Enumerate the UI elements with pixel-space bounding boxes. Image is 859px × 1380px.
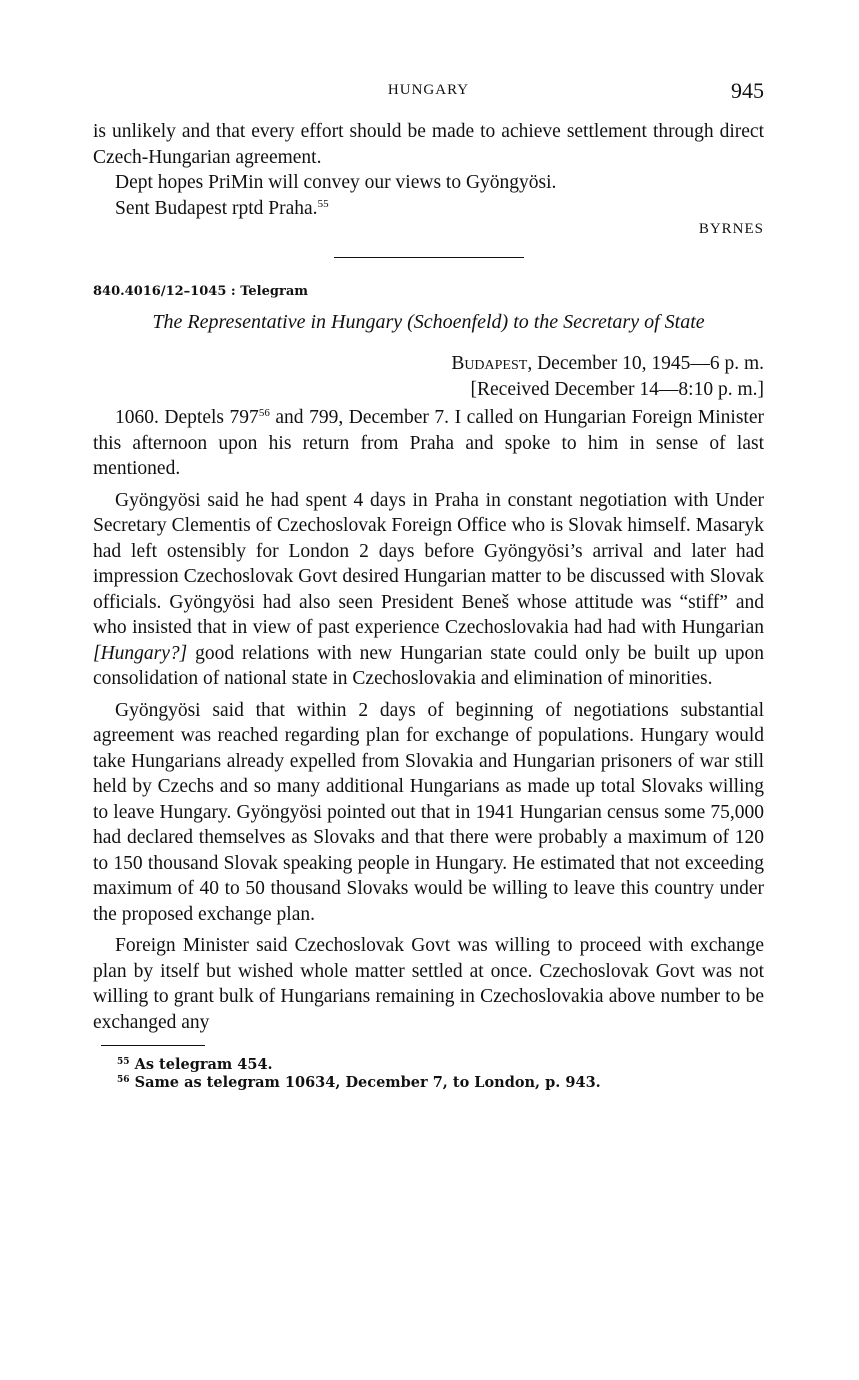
date: , December 10, 1945—6 p. m. xyxy=(527,353,764,374)
signature: BYRNES xyxy=(698,221,764,237)
document-title: The Representative in Hungary (Schoenfeld) to the Secretary of State xyxy=(152,311,705,333)
page-number: 945 xyxy=(731,78,764,103)
footnote-divider xyxy=(101,1045,205,1046)
footnote-marker: 56 xyxy=(258,407,270,419)
footnote-item: $^{55}$ As telegram 454. xyxy=(117,1056,273,1073)
prev-doc-paragraph: Dept hopes PriMin will convey our views to Gyöngyösi. xyxy=(115,172,557,193)
section-divider xyxy=(334,257,524,258)
body-paragraph: Foreign Minister said Czechoslovak Govt was willing to proceed with exchange plan by itself but wished whole matter settled at once. Czechoslovak Govt was not willing to grant bulk of Hungarians remaining in Czechoslovakia above number to be exchanged any xyxy=(93,935,764,1033)
prev-doc-paragraph: is unlikely and that every effort should be made to achieve settlement through direct Czech-Hungarian agreement. xyxy=(93,121,764,168)
place: Budapest xyxy=(451,353,528,374)
document-page xyxy=(93,78,764,1092)
footnotes xyxy=(117,1056,764,1092)
file-reference: 840.4016/12–1045 : Telegram xyxy=(93,284,308,299)
running-header xyxy=(93,78,764,106)
footnote-marker: 55 xyxy=(317,197,329,210)
prev-doc-paragraph: Sent Budapest rptd Praha.$^{55}$ xyxy=(115,197,329,219)
body-paragraph: 1060. Deptels $797^{56}$ and 799, December 7. I called on Hungarian Foreign Minister this afternoon upon his return from Praha and spoke to him in sense of last mentioned. xyxy=(93,407,764,479)
received-line: [Received December 14—8:10 p. m.] xyxy=(470,379,764,400)
running-title: HUNGARY xyxy=(387,82,470,98)
footnote-item: $^{56}$ Same as telegram 10634, December 7, to London, p. 943. xyxy=(117,1074,601,1091)
body-paragraph: Gyöngyösi said that within 2 days of beginning of negotiations substantial agreement was reached regarding plan for exchange of populations. Hungary would take Hungarians already expelled from Slovakia and Hungarian prisoners of war still held by Czechs and so many additional Hungarians as made up total Slovaks willing to leave Hungary. Gyöngyösi pointed out that in 1941 Hungarian census some 75,000 had declared themselves as Slovaks and that there were probably a maximum of 120 to 150 thousand Slovak speaking people in Hungary. He estimated that not exceeding maximum of 40 to 50 thousand Slovaks would be willing to leave this country under the proposed exchange plan. xyxy=(93,699,764,925)
dateline xyxy=(93,351,764,403)
body-paragraph: Gyöngyösi said he had spent 4 days in Praha in constant negotiation with Under Secretary Clementis of Czechoslovak Foreign Office who is Slovak himself. Masaryk had left ostensibly for London 2 days before Gyöngyösi’s arrival and later had impression Czechoslovak Govt desired Hungarian matter to be discussed with Slovak officials. Gyöngyösi had also seen President Beneš whose attitude was “stiff” and who insisted that in view of past experience Czechoslovakia had had with Hungarian [Hungary?] good relations with new Hungarian state could only be built up upon consolidation of national state in Czechoslovakia and elimination of minorities. xyxy=(93,489,764,689)
